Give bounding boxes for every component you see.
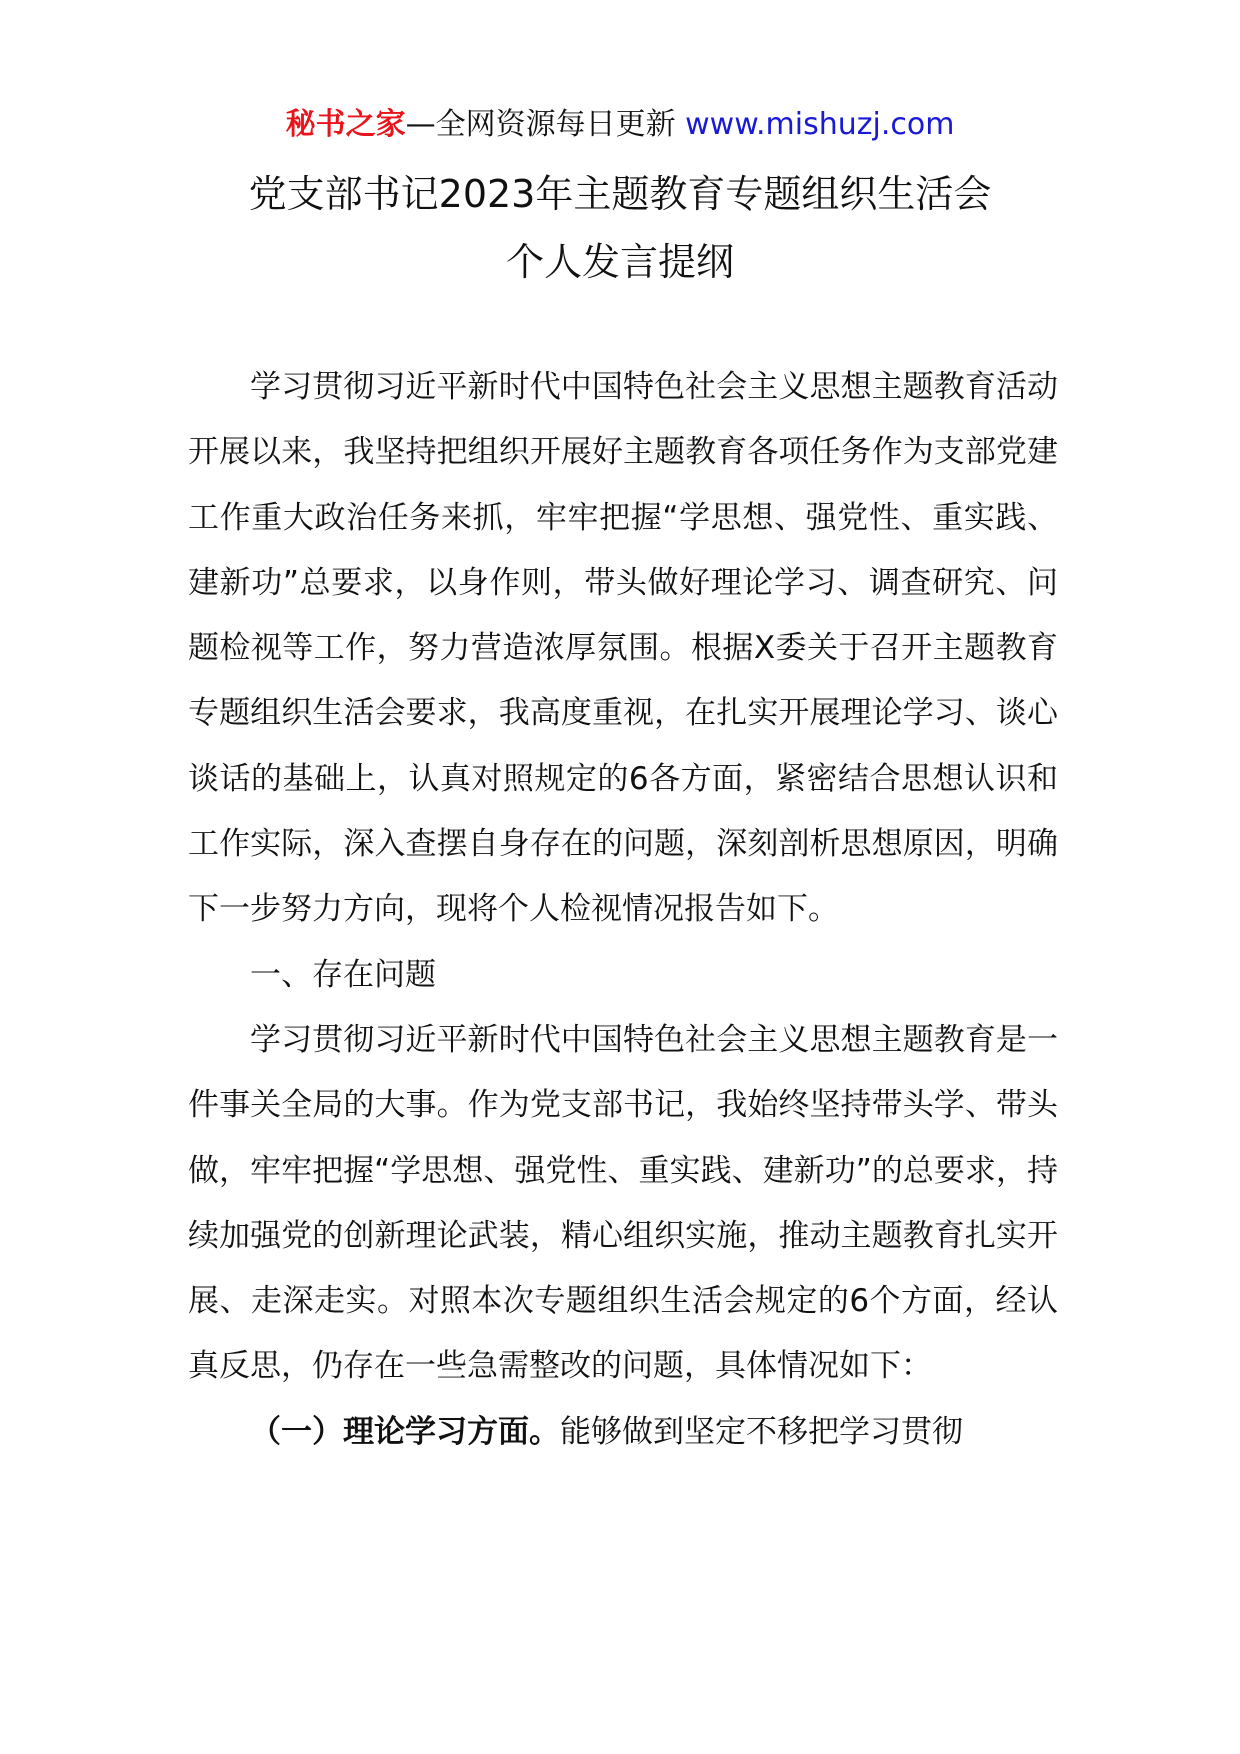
problems-paragraph: 学习贯彻习近平新时代中国特色社会主义思想主题教育是一件事关全局的大事。作为党支部书记，我始终坚持带头学、带头做，牢牢把握“学思想、强党性、重实践、建新功”的总要求，持续加强党的创新理论武装，精心组织实施，推动主题教育扎实开展、走深走实。对照本次专题组织生活会规定的6个方面，经认真反思，仍存在一些急需整改的问题，具体情况如下： xyxy=(188,1021,1058,1385)
document-title xyxy=(0,160,1240,296)
section-heading-problems: 一、存在问题 xyxy=(250,956,436,993)
intro-paragraph: 学习贯彻习近平新时代中国特色社会主义思想主题教育活动开展以来，我坚持把组织开展好主题教育各项任务作为支部党建工作重大政治任务来抓，牢牢把握“学思想、强党性、重实践、建新功”总要求，以身作则，带头做好理论学习、调查研究、问题检视等工作，努力营造浓厚氛围。根据X委关于召开主题教育专题组织生活会要求，我高度重视，在扎实开展理论学习、谈心谈话的基础上，认真对照规定的6各方面，紧密结合思想认识和工作实际，深入查摆自身存在的问题，深刻剖析思想原因，明确下一步努力方向，现将个人检视情况报告如下。 xyxy=(188,369,1058,928)
site-header xyxy=(0,100,1240,150)
title-line-1: 党支部书记2023年主题教育专题组织生活会 xyxy=(248,172,992,216)
title-line-2: 个人发言提纲 xyxy=(505,240,734,284)
brand-name: 秘书之家 xyxy=(285,107,406,142)
subsection-lead: （一）理论学习方面。 xyxy=(250,1413,560,1450)
site-url-link[interactable]: www.mishuzj.com xyxy=(685,107,955,142)
subsection-text: 能够做到坚定不移把学习贯彻 xyxy=(560,1413,963,1450)
document-body xyxy=(188,355,1058,1465)
header-tagline: —全网资源每日更新 xyxy=(405,107,686,142)
subsection-theory-study xyxy=(188,1400,1058,1465)
